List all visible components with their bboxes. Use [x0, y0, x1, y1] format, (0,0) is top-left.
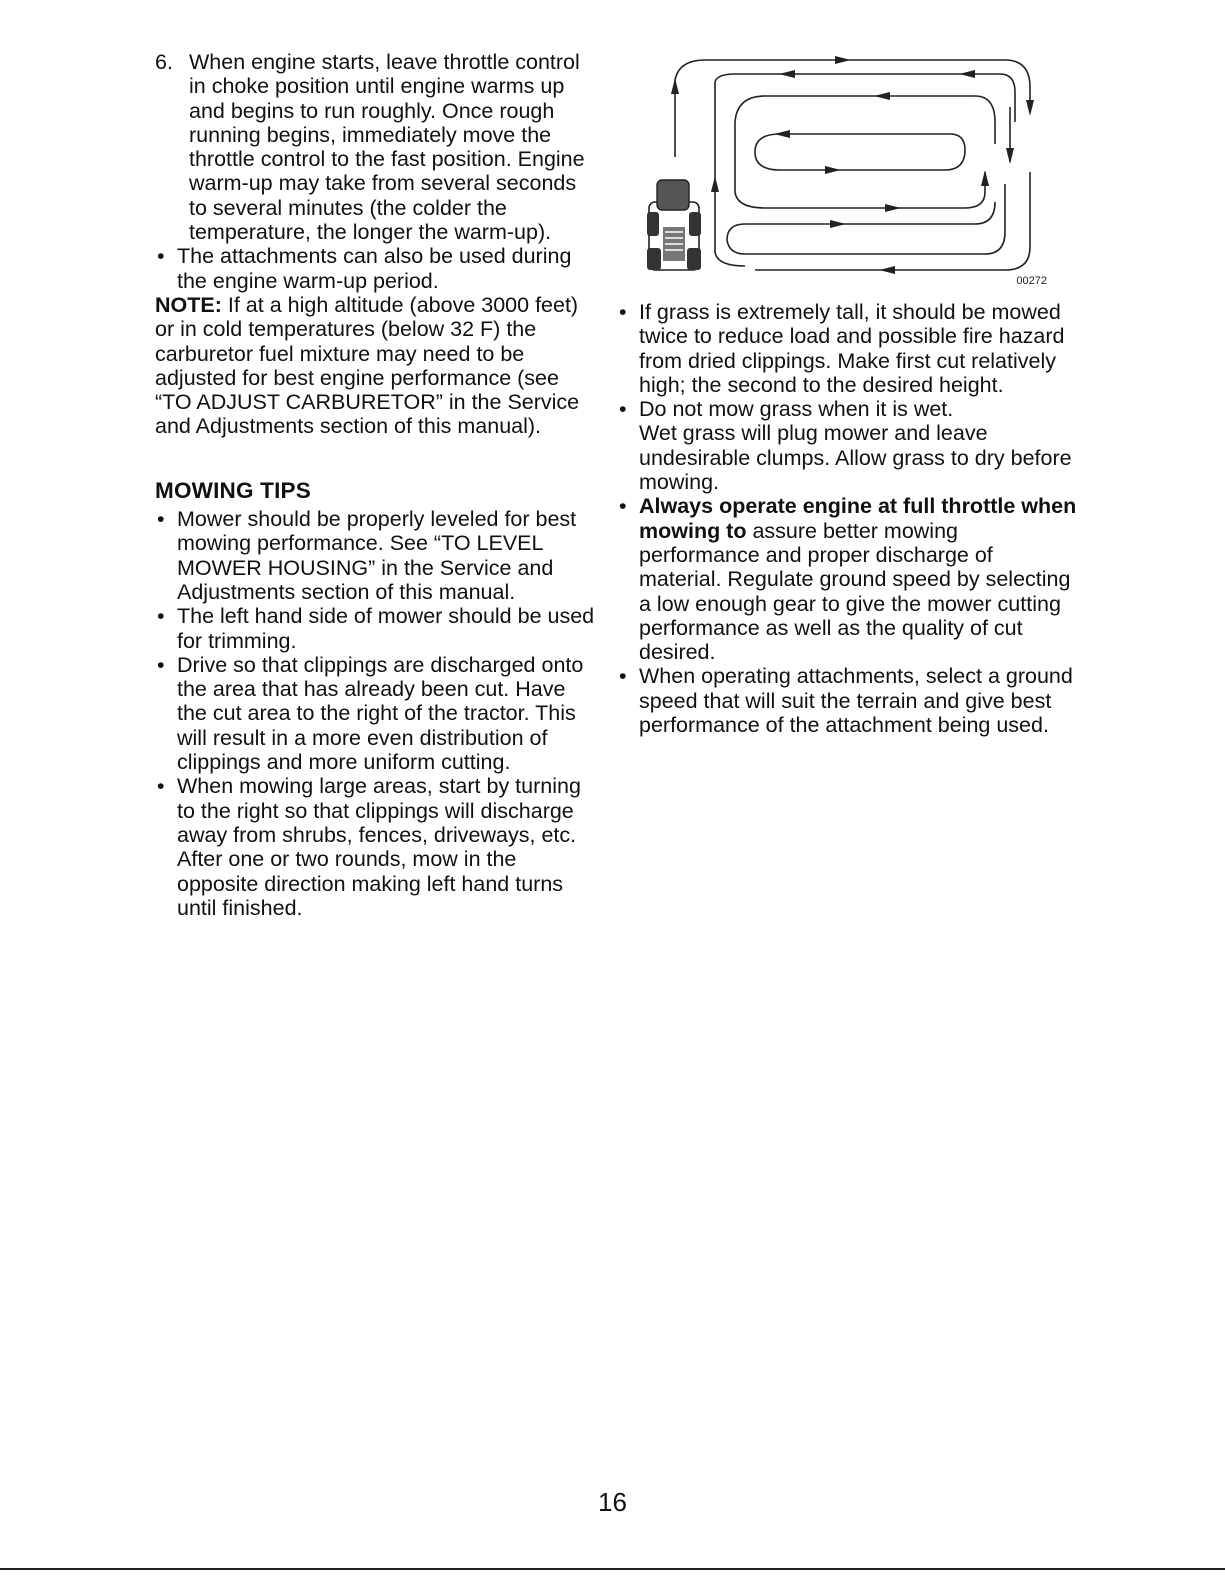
- tip-text: The left hand side of mower should be used for trimming.: [177, 604, 595, 653]
- mowing-pattern-diagram: [645, 52, 1055, 292]
- tip-text: Drive so that clippings are discharged onto the area that has already been cut. Have the cut area to the right of the tractor. This will result in a more even distribution of clippings and more uniform cutting.: [177, 652, 584, 775]
- right-column: [617, 300, 1077, 737]
- tip-full-throttle-bold: Always operate engine at full throttle when mowing to: [639, 494, 1077, 543]
- note-paragraph: [155, 293, 600, 439]
- tip-tall-grass-text: If grass is extremely tall, it should be mowed twice to reduce load and possible fire hazard from dried clippings. Make first cut relatively high; the second to the desired height.: [639, 300, 1065, 397]
- tip-full-throttle: [617, 494, 1077, 664]
- note-text: If at a high altitude (above 3000 feet) or in cold temperatures (below 32 F) the carburetor fuel mixture may need to be adjusted for best engine performance (see “TO ADJUST CARBURETOR” in the Service and Adjustments section of this manual).: [155, 292, 580, 439]
- figure-number: 00272: [1016, 275, 1047, 287]
- tip-attachments: [617, 664, 1077, 737]
- page-number: 16: [598, 1487, 627, 1517]
- mowing-path-arrows: [645, 52, 1055, 292]
- tip-item: [155, 653, 600, 774]
- tip-full-throttle-text: assure better mowing performance and proper discharge of material. Regulate ground speed by selecting a low enough gear to give the mower cutting performance as well as the quality of cut desired.: [639, 518, 1071, 665]
- step-6: [155, 50, 600, 244]
- tip-item: [155, 507, 600, 604]
- tip-attachments-text: When operating attachments, select a ground speed that will suit the terrain and give best performance of the attachment being used.: [639, 664, 1073, 738]
- bullet-attachments-warmup: [155, 244, 600, 293]
- tip-item: [155, 604, 600, 653]
- tip-tall-grass: [617, 300, 1077, 397]
- tip-item: [155, 774, 600, 920]
- section-heading-mowing-tips: MOWING TIPS: [155, 477, 311, 503]
- tip-wet-grass: [617, 397, 1077, 421]
- tip-text: Mower should be properly leveled for best mowing performance. See “TO LEVEL MOWER HOUSING” in the Service and Adjustments section of this manual.: [177, 507, 577, 604]
- tip-wet-grass-lead: Do not mow grass when it is wet.: [639, 397, 954, 422]
- left-column: [155, 50, 600, 920]
- lawn-tractor-icon: [647, 180, 701, 270]
- tip-text: When mowing large areas, start by turning to the right so that clippings will discharge away from shrubs, fences, driveways, etc. After one or two rounds, mow in the opposite direction making left hand turns until finished.: [177, 774, 581, 920]
- bullet-attachments-warmup-text: The attachments can also be used during the engine warm-up period.: [177, 244, 572, 293]
- step-6-number: 6.: [155, 50, 173, 74]
- step-6-text: When engine starts, leave throttle control in choke position until engine warms up and begins to run roughly. Once rough running begins, immediately move the throttle control to the fast position. Engine warm-up may take from several seconds to several minutes (the colder the temperature, the longer the warm-up).: [189, 50, 585, 245]
- tip-wet-grass-text: Wet grass will plug mower and leave undesirable clumps. Allow grass to dry before mowing.: [639, 421, 1072, 495]
- note-label: NOTE:: [155, 292, 222, 317]
- footer-rule: [0, 1568, 1225, 1570]
- tip-wet-grass-detail: [617, 421, 1077, 494]
